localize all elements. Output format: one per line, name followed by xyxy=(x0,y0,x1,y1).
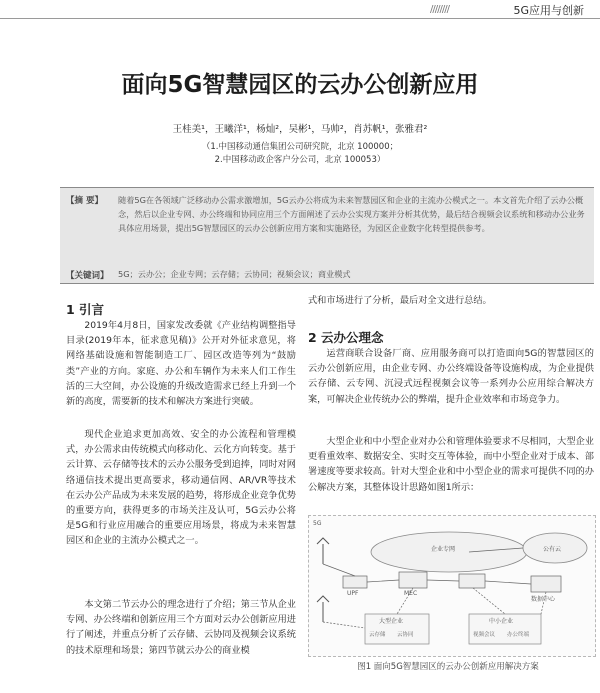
section-1-heading: 1 引言 xyxy=(66,302,105,317)
running-header xyxy=(0,0,600,22)
antenna-left-icon xyxy=(317,538,329,544)
fig-label-video-conf: 视频会议 xyxy=(473,632,496,638)
section-2-paragraph-2: 大型企业和中小型企业对办公和管理体验要求不尽相同，大型企业更看重效率、数据安全、实时交互等体验，而中小型企业对于成本、部署速度等要求较高。针对大型企业和中小型企业的需求可提供不同的办公解决方案，其整体设计思路如图1所示： xyxy=(308,436,594,493)
section-1-continuation: 式和市场进行了分析，最后对全文进行总结。 xyxy=(308,295,492,306)
fig-label-upf: UPF xyxy=(347,590,359,597)
section-1-paragraph-1: 2019年4月8日，国家发改委就《产业结构调整指导目录(2019年本，征求意见稿)》公开对外征求意见，将网络基础设施和智能制造工厂、园区改造等列为“鼓励类”产业的方向。家庭、办公和车辆作为未来人们工作生活的三大空间，办公设施的升级改造需求已经上升到一个新的高度，需要新的技术和解决方案进行突破。 xyxy=(66,320,296,408)
section-2-heading: 2 云办公理念 xyxy=(308,330,384,345)
keywords-text: 5G；云办公；企业专网；云存储；云协同；视频会议；商业模式 xyxy=(118,269,351,279)
fig-label-enterprise-network: 企业专网 xyxy=(431,546,456,553)
header-section-title: 5G应用与创新 xyxy=(513,4,584,17)
abstract-label: 【摘 要】 xyxy=(66,196,103,206)
paper-title: 面向5G智慧园区的云办公创新应用 xyxy=(121,72,479,98)
abstract-box xyxy=(60,187,594,267)
keywords-box xyxy=(60,266,594,284)
abstract-text: 随着5G在各领域广泛移动办公需求激增加，5G云办公将成为未来智慧园区和企业的主流办公模式之一。本文首先介绍了云办公概念，然后以企业专网、办公终端和协同应用三个方面阐述了云办公实现方案并分析其优势，最后结合视频会议系统和移动办公业务具体应用场景，提出5G智慧园区的云办公创新应用方案和实施路径，为园区企业数字化转型提供参考。 xyxy=(118,195,585,233)
fig-label-mec: MEC xyxy=(404,590,418,597)
datacenter-box xyxy=(531,576,561,592)
fig-label-cloud-storage: 云存储 xyxy=(369,632,386,638)
header-rule xyxy=(0,18,600,19)
network-diagram-svg xyxy=(309,516,595,656)
upf-right-box xyxy=(459,574,485,588)
figure-1-network-diagram xyxy=(308,515,596,657)
author-list: 王桂美¹，王曦洋¹，杨灿²，吴彬¹，马帅²，肖苏帆¹，张雅君² xyxy=(172,124,428,135)
fig-label-sme: 中小企业 xyxy=(489,618,514,625)
fig-label-cloud-collab: 云协同 xyxy=(397,632,414,638)
section-1-paragraph-3: 本文第二节云办公的理念进行了介绍；第三节从企业专网、办公终端和创新应用三个方面对云办公创新应用进行了阐述，并重点分析了云存储、云协同及视频会议系统的技术原理和场景；第四节就云办公的商业模 xyxy=(66,599,296,656)
fig-label-office-terminal: 办公终端 xyxy=(507,632,530,638)
fig-label-datacenter: 数据中心 xyxy=(531,596,556,603)
fig-label-5g: 5G xyxy=(313,520,322,527)
keywords-label: 【关键词】 xyxy=(66,271,109,281)
upf-left-box xyxy=(343,576,367,588)
figure-1-caption: 图1 面向5G智慧园区的云办公创新应用解决方案 xyxy=(357,662,539,672)
header-decoration: //////// xyxy=(430,4,449,15)
antenna-left-lower-icon xyxy=(317,596,329,602)
section-1-paragraph-2: 现代企业追求更加高效、安全的办公流程和管理模式，办公需求由传统模式向移动化、云化方向转变。基于云计算、云存储等技术的云办公服务受到追捧，同时对网络通信技术提出更高要求，移动通信网、AR/VR等技术在云办公产品成为未来发展的趋势，将形成企业竞争优势的重要方向，获得更多的市场关注及认可，5G云办公将是5G和行业应用融合的重要应用场景，将成为未来智慧园区和企业的主流办公模式之一。 xyxy=(66,429,296,547)
affiliation-line-1: （1.中国移动通信集团公司研究院，北京 100000； xyxy=(201,142,399,152)
fig-label-large-enterprise: 大型企业 xyxy=(379,618,404,625)
mec-box xyxy=(399,572,427,588)
fig-label-public-cloud: 公有云 xyxy=(543,546,562,553)
affiliation-line-2: 2.中国移动政企客户分公司，北京 100053） xyxy=(214,155,386,165)
section-2-paragraph-1: 运营商联合设备厂商、应用服务商可以打造面向5G的智慧园区的云办公创新应用，由企业专网、办公终端设备等设施构成，为企业提供云存储、云专网、沉浸式远程视频会议等一系列办公应用综合解决方案，可解决企业传统办公的弊端，提升企业效率和市场竞争力。 xyxy=(308,348,594,405)
